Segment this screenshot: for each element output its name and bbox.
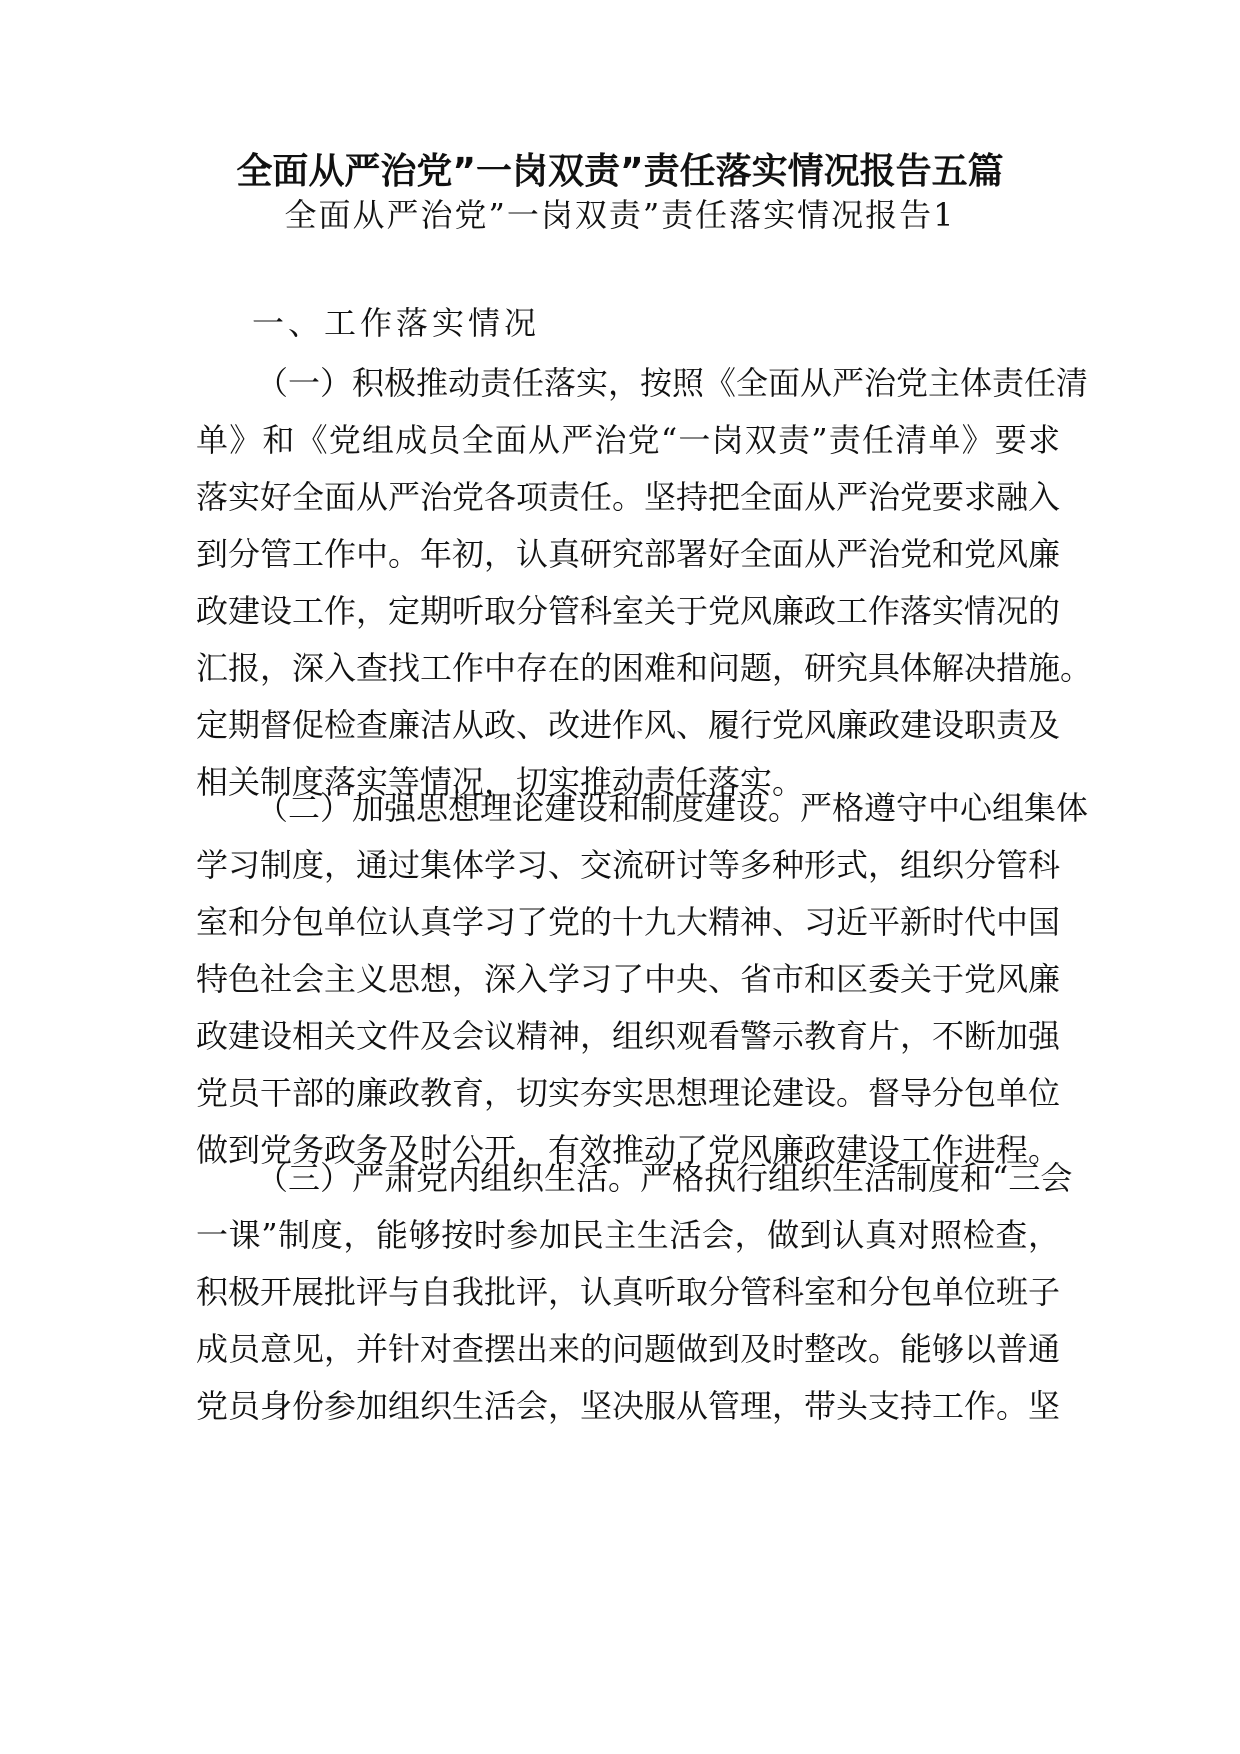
- paragraph-2: [196, 780, 1089, 1179]
- paragraph-line: 政建设相关文件及会议精神，组织观看警示教育片，不断加强: [196, 1017, 1061, 1055]
- section-heading: 一、工作落实情况: [252, 304, 541, 342]
- paragraph-line: （三）严肃党内组织生活。严格执行组织生活制度和“三会: [256, 1159, 1073, 1197]
- paragraph-line: 落实好全面从严治党各项责任。坚持把全面从严治党要求融入: [196, 478, 1061, 516]
- paragraph-line: 成员意见，并针对查摆出来的问题做到及时整改。能够以普通: [196, 1330, 1061, 1368]
- document-title: 全面从严治党”一岗双责”责任落实情况报告五篇: [236, 151, 1004, 192]
- paragraph-line: 到分管工作中。年初，认真研究部署好全面从严治党和党风廉: [196, 535, 1061, 573]
- paragraph-line: 党员身份参加组织生活会，坚决服从管理，带头支持工作。坚: [196, 1387, 1061, 1425]
- paragraph-line: 党员干部的廉政教育，切实夯实思想理论建设。督导分包单位: [196, 1074, 1061, 1112]
- paragraph-line: 相关制度落实等情况，切实推动责任落实。: [196, 763, 805, 801]
- paragraph-line: 汇报，深入查找工作中存在的困难和问题，研究具体解决措施。: [196, 649, 1093, 687]
- paragraph-line: 做到党务政务及时公开，有效推动了党风廉政建设工作进程。: [196, 1131, 1061, 1169]
- paragraph-line: 一课”制度，能够按时参加民主生活会，做到认真对照检查，: [196, 1216, 1060, 1254]
- paragraph-line: 室和分包单位认真学习了党的十九大精神、习近平新时代中国: [196, 903, 1061, 941]
- paragraph-line: 积极开展批评与自我批评，认真听取分管科室和分包单位班子: [196, 1273, 1061, 1311]
- document-subtitle: 全面从严治党”一岗双责”责任落实情况报告1: [284, 196, 956, 234]
- paragraph-1: [196, 355, 1093, 811]
- paragraph-line: （二）加强思想理论建设和制度建设。严格遵守中心组集体: [256, 789, 1089, 827]
- paragraph-line: 定期督促检查廉洁从政、改进作风、履行党风廉政建设职责及: [196, 706, 1061, 744]
- paragraph-line: 政建设工作，定期听取分管科室关于党风廉政工作落实情况的: [196, 592, 1061, 630]
- paragraph-line: 学习制度，通过集体学习、交流研讨等多种形式，组织分管科: [196, 846, 1061, 884]
- paragraph-line: （一）积极推动责任落实，按照《全面从严治党主体责任清: [256, 364, 1089, 402]
- paragraph-line: 单》和《党组成员全面从严治党“一岗双责”责任清单》要求: [196, 421, 1060, 459]
- paragraph-line: 特色社会主义思想，深入学习了中央、省市和区委关于党风廉: [196, 960, 1061, 998]
